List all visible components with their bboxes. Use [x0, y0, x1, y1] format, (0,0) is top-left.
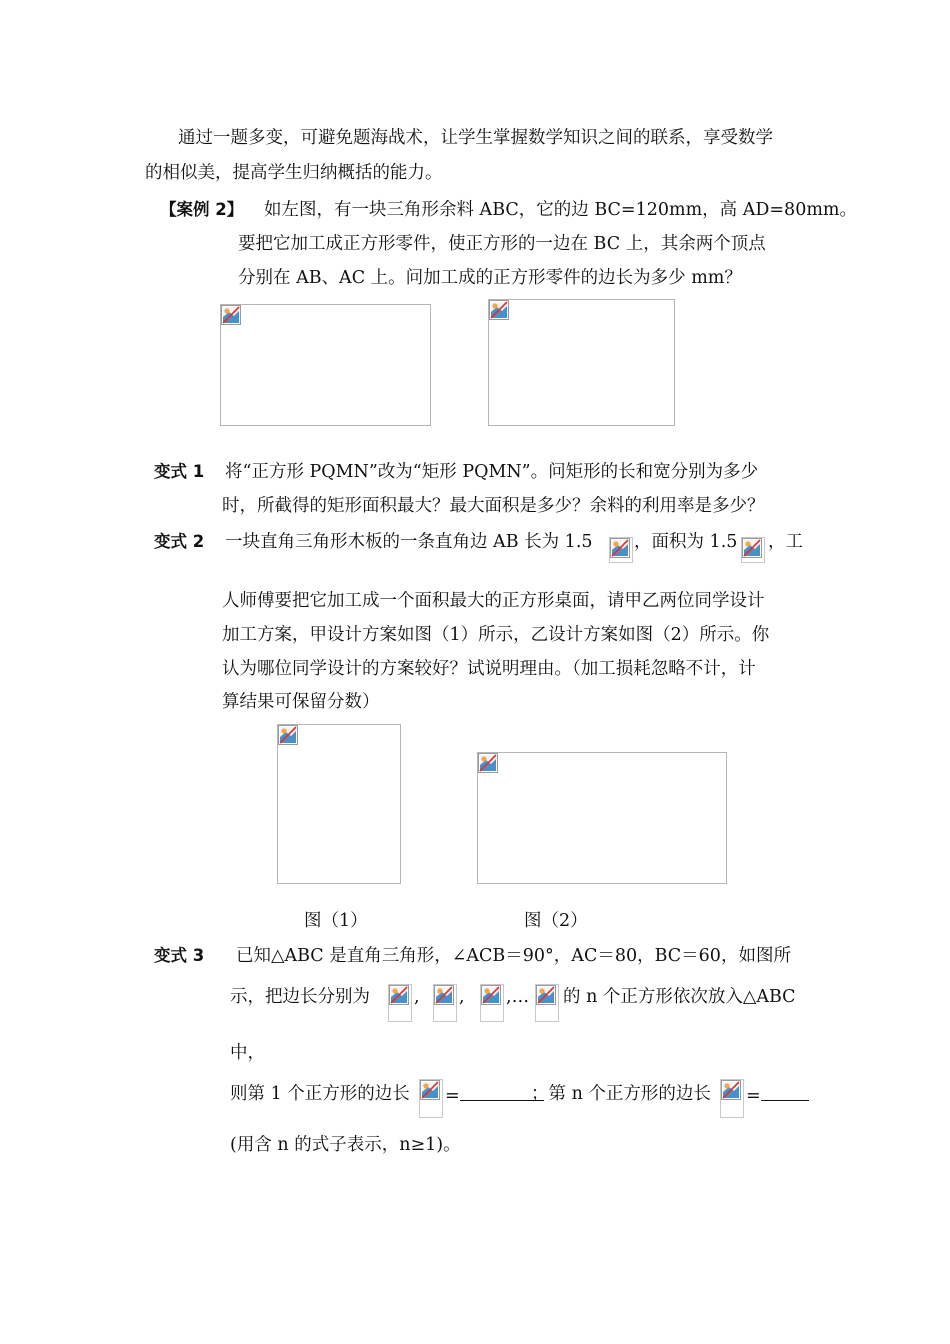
- broken-image-icon: [481, 985, 501, 1005]
- case2-label: 【案例 2】: [160, 200, 244, 219]
- var1-line-1: 将“正方形 PQMN”改为“矩形 PQMN”。问矩形的长和宽分别为多少: [225, 462, 759, 482]
- var3-line-4a: 则第 1 个正方形的边长: [230, 1084, 410, 1104]
- var3-sep-1: ,: [414, 987, 420, 1007]
- case2-figure-right: [488, 299, 675, 426]
- intro-line-1: 通过一题多变，可避免题海战术，让学生掌握数学知识之间的联系，享受数学: [178, 128, 773, 148]
- intro-line-2: 的相似美，提高学生归纳概括的能力。: [145, 163, 443, 183]
- case2-line-2: 要把它加工成正方形零件，使正方形的一边在 BC 上，其余两个顶点: [238, 234, 766, 254]
- broken-image-icon: [742, 538, 762, 558]
- var3-first-side-image: [419, 1079, 443, 1118]
- var2-unit-image-2: [741, 537, 765, 563]
- var2-line-1c: ，工: [768, 532, 803, 552]
- var2-figure-1-caption: 图（1）: [304, 911, 368, 931]
- var2-line-5: 算结果可保留分数）: [222, 692, 380, 712]
- var2-line-1b: ，面积为 1.5: [634, 532, 738, 552]
- var3-side-a3-image: [480, 984, 504, 1022]
- broken-image-icon: [420, 1080, 440, 1100]
- var3-line-4c: ；第 n 个正方形的边长: [531, 1084, 711, 1104]
- equals-sign: =: [445, 1086, 460, 1106]
- case2-line-3: 分别在 AB、AC 上。问加工成的正方形零件的边长为多少 mm？: [238, 268, 742, 288]
- broken-image-icon: [489, 300, 509, 320]
- var3-line-3: 中，: [230, 1043, 265, 1063]
- broken-image-icon: [389, 985, 409, 1005]
- var3-line-2b: 的 n 个正方形依次放入△ABC: [563, 987, 796, 1007]
- var3-nth-side-image: [720, 1079, 744, 1118]
- var2-line-1a: 一块直角三角形木板的一条直角边 AB 长为 1.5: [225, 532, 593, 552]
- var3-label: 变式 3: [154, 946, 205, 965]
- broken-image-icon: [721, 1080, 741, 1100]
- var2-line-2: 人师傅要把它加工成一个面积最大的正方形桌面，请甲乙两位同学设计: [222, 591, 765, 611]
- broken-image-icon: [221, 305, 241, 325]
- case2-line-1: 如左图，有一块三角形余料 ABC，它的边 BC=120mm，高 AD=80mm。: [264, 200, 858, 220]
- var2-label: 变式 2: [154, 532, 205, 551]
- var1-line-2: 时，所截得的矩形面积最大？最大面积是多少？余料的利用率是多少？: [222, 496, 765, 516]
- var3-line-2a: 示，把边长分别为: [230, 987, 370, 1007]
- case2-figure-left: [220, 304, 431, 426]
- equals-sign: =: [746, 1086, 761, 1106]
- broken-image-icon: [278, 725, 298, 745]
- var3-sep-3: ,…: [506, 987, 530, 1007]
- var3-sep-2: ,: [459, 987, 465, 1007]
- var3-side-a2-image: [433, 984, 457, 1022]
- var2-line-3: 加工方案，甲设计方案如图（1）所示，乙设计方案如图（2）所示。你: [222, 625, 770, 645]
- broken-image-icon: [610, 538, 630, 558]
- var3-line-4d: [746, 1082, 809, 1108]
- var2-figure-2: [477, 752, 727, 884]
- var2-line-4: 认为哪位同学设计的方案较好？试说明理由。（加工损耗忽略不计，计: [222, 659, 756, 679]
- answer-blank-2[interactable]: [761, 1082, 809, 1101]
- var2-figure-1: [277, 724, 401, 884]
- var2-figure-2-caption: 图（2）: [524, 911, 588, 931]
- broken-image-icon: [478, 753, 498, 773]
- var3-line-4b: [445, 1082, 544, 1108]
- var1-label: 变式 1: [154, 462, 205, 481]
- broken-image-icon: [536, 985, 556, 1005]
- var3-side-an-image: [535, 984, 559, 1022]
- var2-unit-image-1: [609, 537, 633, 563]
- broken-image-icon: [434, 985, 454, 1005]
- var3-side-a1-image: [388, 984, 412, 1022]
- var3-line-5: (用含 n 的式子表示，n≥1)。: [230, 1135, 461, 1155]
- var3-line-1: 已知△ABC 是直角三角形，∠ACB＝90°，AC＝80，BC＝60，如图所: [236, 946, 791, 966]
